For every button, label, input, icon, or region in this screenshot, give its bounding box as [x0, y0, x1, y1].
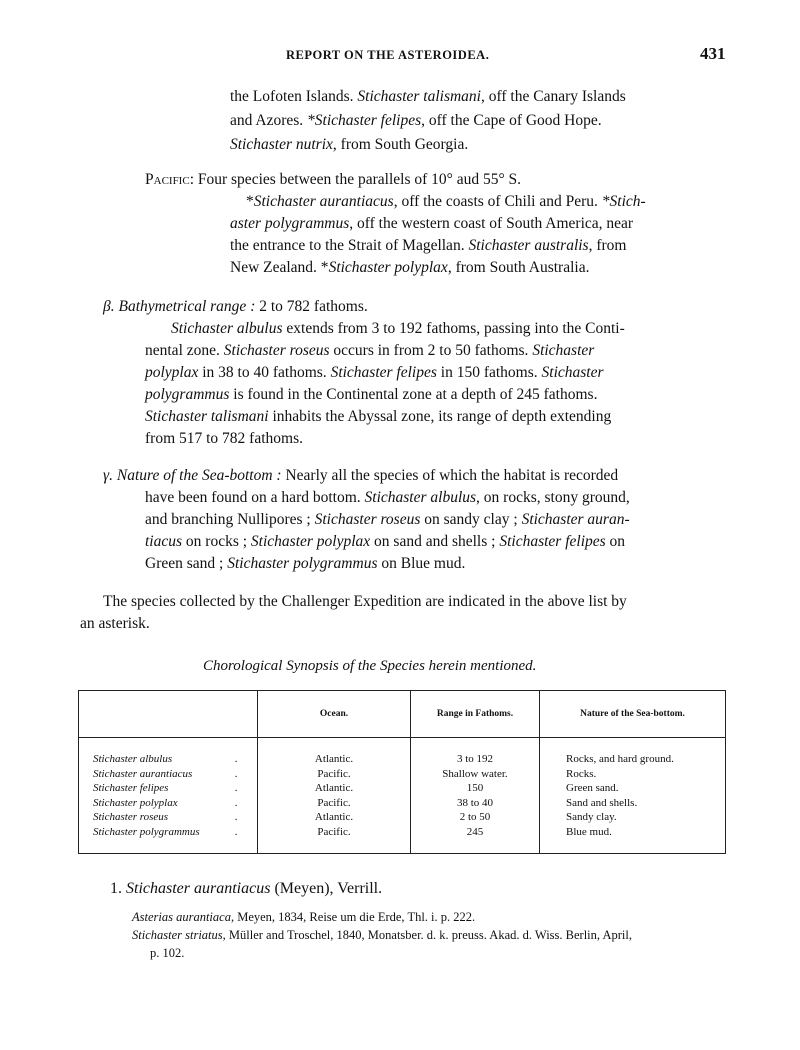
atlantic-line-2: and Azores. *Stichaster felipes, off the Cape of Good Hope.: [230, 112, 602, 129]
table-row: Stichaster polyplax .: [93, 796, 238, 809]
beta-line-1: Stichaster albulus extends from 3 to 192 fathoms, passing into the Conti-: [171, 320, 625, 337]
closing-line-2: an asterisk.: [80, 615, 150, 632]
table-cell: 2 to 50: [459, 811, 491, 824]
table-cell: Shallow water.: [442, 767, 508, 780]
beta-line-3: polyplax in 38 to 40 fathoms. Stichaster felipes in 150 fathoms. Stichaster: [145, 364, 604, 381]
table-row: Stichaster felipes .: [93, 782, 238, 795]
beta-line-6: from 517 to 782 fathoms.: [145, 430, 303, 447]
atlantic-line-3: Stichaster nutrix, from South Georgia.: [230, 136, 469, 153]
table-cell: Pacific.: [317, 796, 351, 809]
page-number: 431: [700, 44, 726, 63]
beta-line-4: polygrammus is found in the Continental zone at a depth of 245 fathoms.: [145, 386, 598, 403]
beta-label: β. Bathymetrical range :: [103, 298, 256, 315]
beta-line-5: Stichaster talismani inhabits the Abyssal zone, its range of depth extending: [145, 408, 612, 425]
gamma-heading: γ. Nature of the Sea-bottom : Nearly all the species of which the habitat is recorded: [103, 467, 619, 484]
table-row: Stichaster albulus .: [93, 753, 238, 765]
gamma-label: γ. Nature of the Sea-bottom :: [103, 467, 282, 484]
synonym-line-2: Stichaster striatus, Müller and Troschel, 1840, Monatsber. d. k. preuss. Akad. d. Wiss. Berlin, April,: [132, 928, 632, 942]
table-cell: Rocks, and hard ground.: [566, 753, 674, 765]
table-cell: Atlantic.: [314, 782, 354, 795]
pacific-label: Pacific: [145, 171, 190, 188]
species-number: 1.: [110, 880, 122, 897]
gamma-line-2: and branching Nullipores ; Stichaster roseus on sandy clay ; Stichaster auran-: [145, 511, 630, 528]
pacific-intro: Pacific: Four species between the parallels of 10° aud 55° S.: [145, 171, 522, 188]
table-cell: 150: [466, 782, 484, 795]
pacific-line-4: New Zealand. *Stichaster polyplax, from South Australia.: [230, 259, 590, 276]
synopsis-table: [78, 690, 726, 854]
range-column-header: Range in Fathoms.: [411, 691, 540, 738]
range-column: [411, 738, 540, 854]
beta-heading: β. Bathymetrical range : 2 to 782 fathoms.: [103, 298, 368, 315]
pacific-line-3: the entrance to the Strait of Magellan. Stichaster australis, from: [230, 237, 627, 254]
synonym-line-1: Asterias aurantiaca, Meyen, 1834, Reise um die Erde, Thl. i. p. 222.: [132, 910, 476, 924]
synonym-continuation: p. 102.: [150, 946, 185, 960]
table-cell: Pacific.: [317, 825, 351, 838]
synopsis-caption: Chorological Synopsis of the Species herein mentioned.: [203, 658, 537, 674]
species-column: [79, 738, 258, 854]
pacific-line-1: *Stichaster aurantiacus, off the coasts of Chili and Peru. *Stich-: [246, 193, 646, 210]
table-cell: Pacific.: [317, 767, 351, 780]
table-row: Stichaster aurantiacus .: [93, 767, 238, 780]
table-cell: Blue mud.: [566, 825, 612, 838]
species-name: Stichaster aurantiacus: [126, 880, 271, 897]
pacific-line-2: aster polygrammus, off the western coast of South America, near: [230, 215, 634, 232]
bottom-column-header: Nature of the Sea-bottom.: [540, 691, 726, 738]
running-title: REPORT ON THE ASTEROIDEA.: [286, 48, 490, 62]
species-heading: [110, 880, 382, 898]
synopsis-header-row: [79, 691, 726, 738]
table-cell: Atlantic.: [314, 811, 354, 824]
gamma-line-1: have been found on a hard bottom. Stichaster albulus, on rocks, stony ground,: [145, 489, 630, 506]
synopsis-body-row: [79, 738, 726, 854]
table-cell: 3 to 192: [456, 753, 494, 765]
table-cell: Atlantic.: [314, 753, 354, 765]
beta-line-2: nental zone. Stichaster roseus occurs in from 2 to 50 fathoms. Stichaster: [145, 342, 595, 359]
table-cell: Sand and shells.: [566, 796, 638, 809]
species-authority: (Meyen), Verrill.: [270, 880, 383, 897]
atlantic-line-1: the Lofoten Islands. Stichaster talismani, off the Canary Islands: [230, 88, 626, 105]
table-row: Stichaster polygrammus .: [93, 825, 238, 838]
closing-line-1: The species collected by the Challenger Expedition are indicated in the above list by: [103, 593, 627, 610]
table-cell: Rocks.: [566, 767, 597, 780]
table-cell: Sandy clay.: [566, 811, 617, 824]
bottom-column: [540, 738, 726, 854]
species-column-header: [79, 691, 258, 738]
table-row: Stichaster roseus .: [93, 811, 238, 824]
table-cell: 245: [466, 825, 484, 838]
gamma-line-4: Green sand ; Stichaster polygrammus on Blue mud.: [145, 555, 466, 572]
table-cell: 38 to 40: [456, 796, 494, 809]
ocean-column: [258, 738, 411, 854]
table-cell: Green sand.: [566, 782, 619, 795]
ocean-column-header: Ocean.: [258, 691, 411, 738]
gamma-line-3: tiacus on rocks ; Stichaster polyplax on sand and shells ; Stichaster felipes on: [145, 533, 626, 550]
